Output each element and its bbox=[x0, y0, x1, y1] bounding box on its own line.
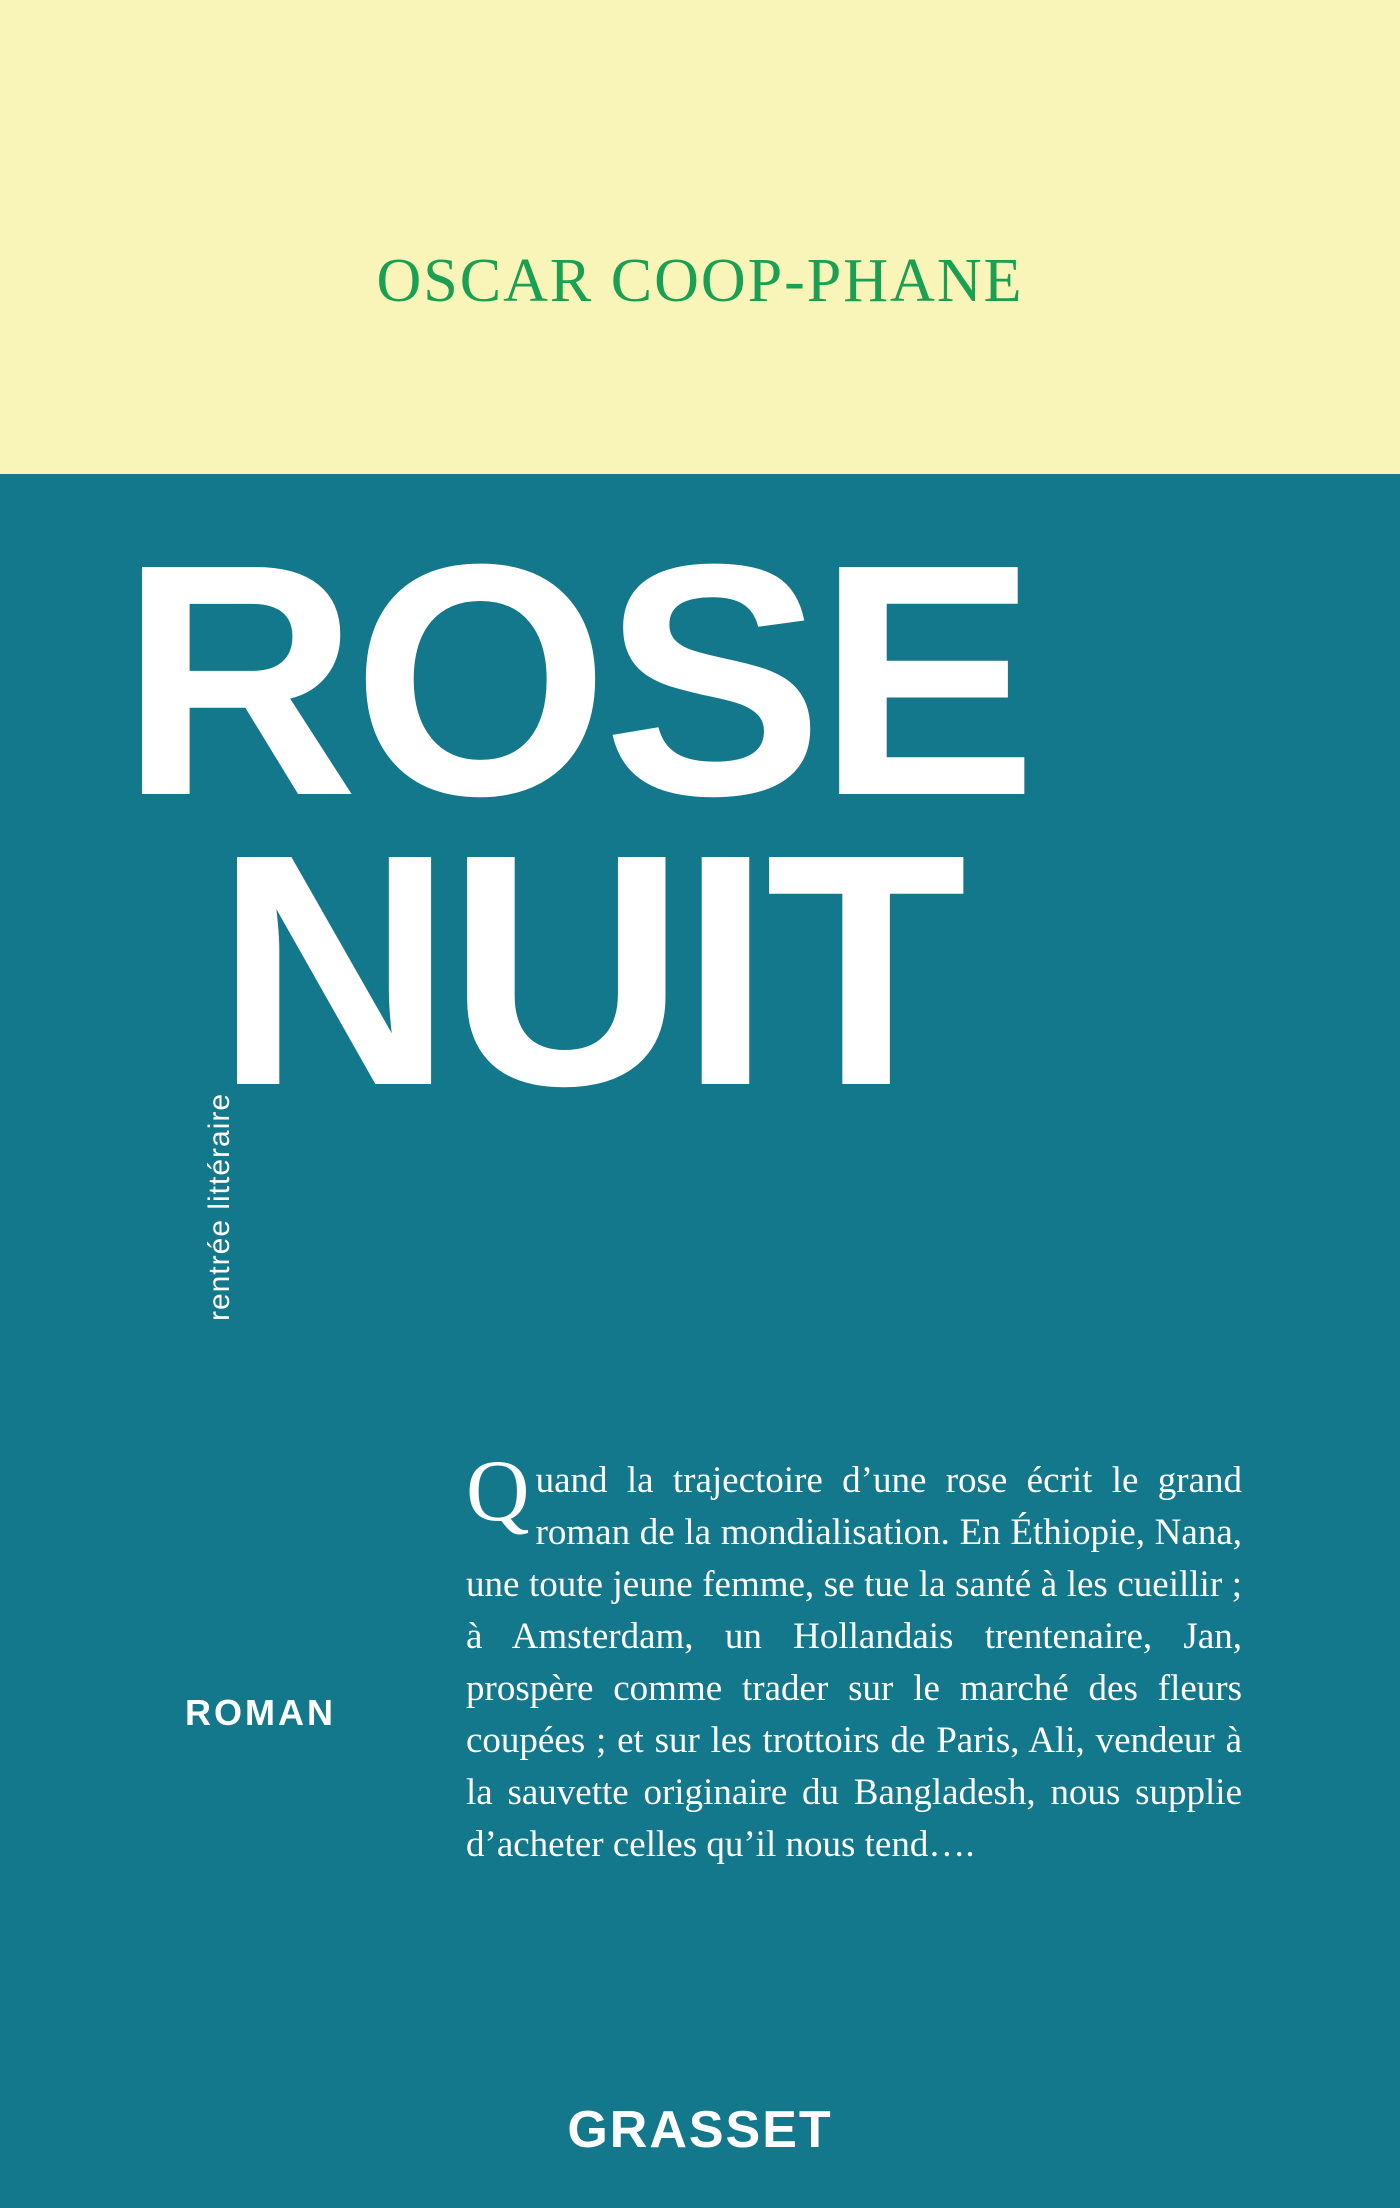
top-color-band bbox=[0, 0, 1400, 474]
author-name: OSCAR COOP-PHANE bbox=[376, 247, 1024, 315]
publisher-name: GRASSET bbox=[567, 2101, 833, 2159]
vertical-side-note: rentrée littéraire bbox=[203, 1092, 236, 1322]
back-cover-blurb bbox=[466, 1443, 1242, 1871]
blurb-body: uand la trajectoire d’une rose écrit le grand roman de la mondialisation. En Éthiopie, Nana, une toute jeune femme, se tue la santé à les cueillir ; à Amsterdam, un Hollandais trentenaire, Jan, prospère comme trader sur le marché des fleurs coupées ; et sur les trottoirs de Paris, Ali, vendeur à la sauvette originaire du Bangladesh, nous supplie d’acheter celles qu’il nous tend…. bbox=[466, 1460, 1242, 1865]
title-line-2: NUIT bbox=[215, 785, 961, 1154]
genre-label: ROMAN bbox=[185, 1692, 336, 1733]
title-line-1: ROSE bbox=[120, 495, 1032, 864]
blurb-drop-cap: Q bbox=[466, 1443, 530, 1540]
